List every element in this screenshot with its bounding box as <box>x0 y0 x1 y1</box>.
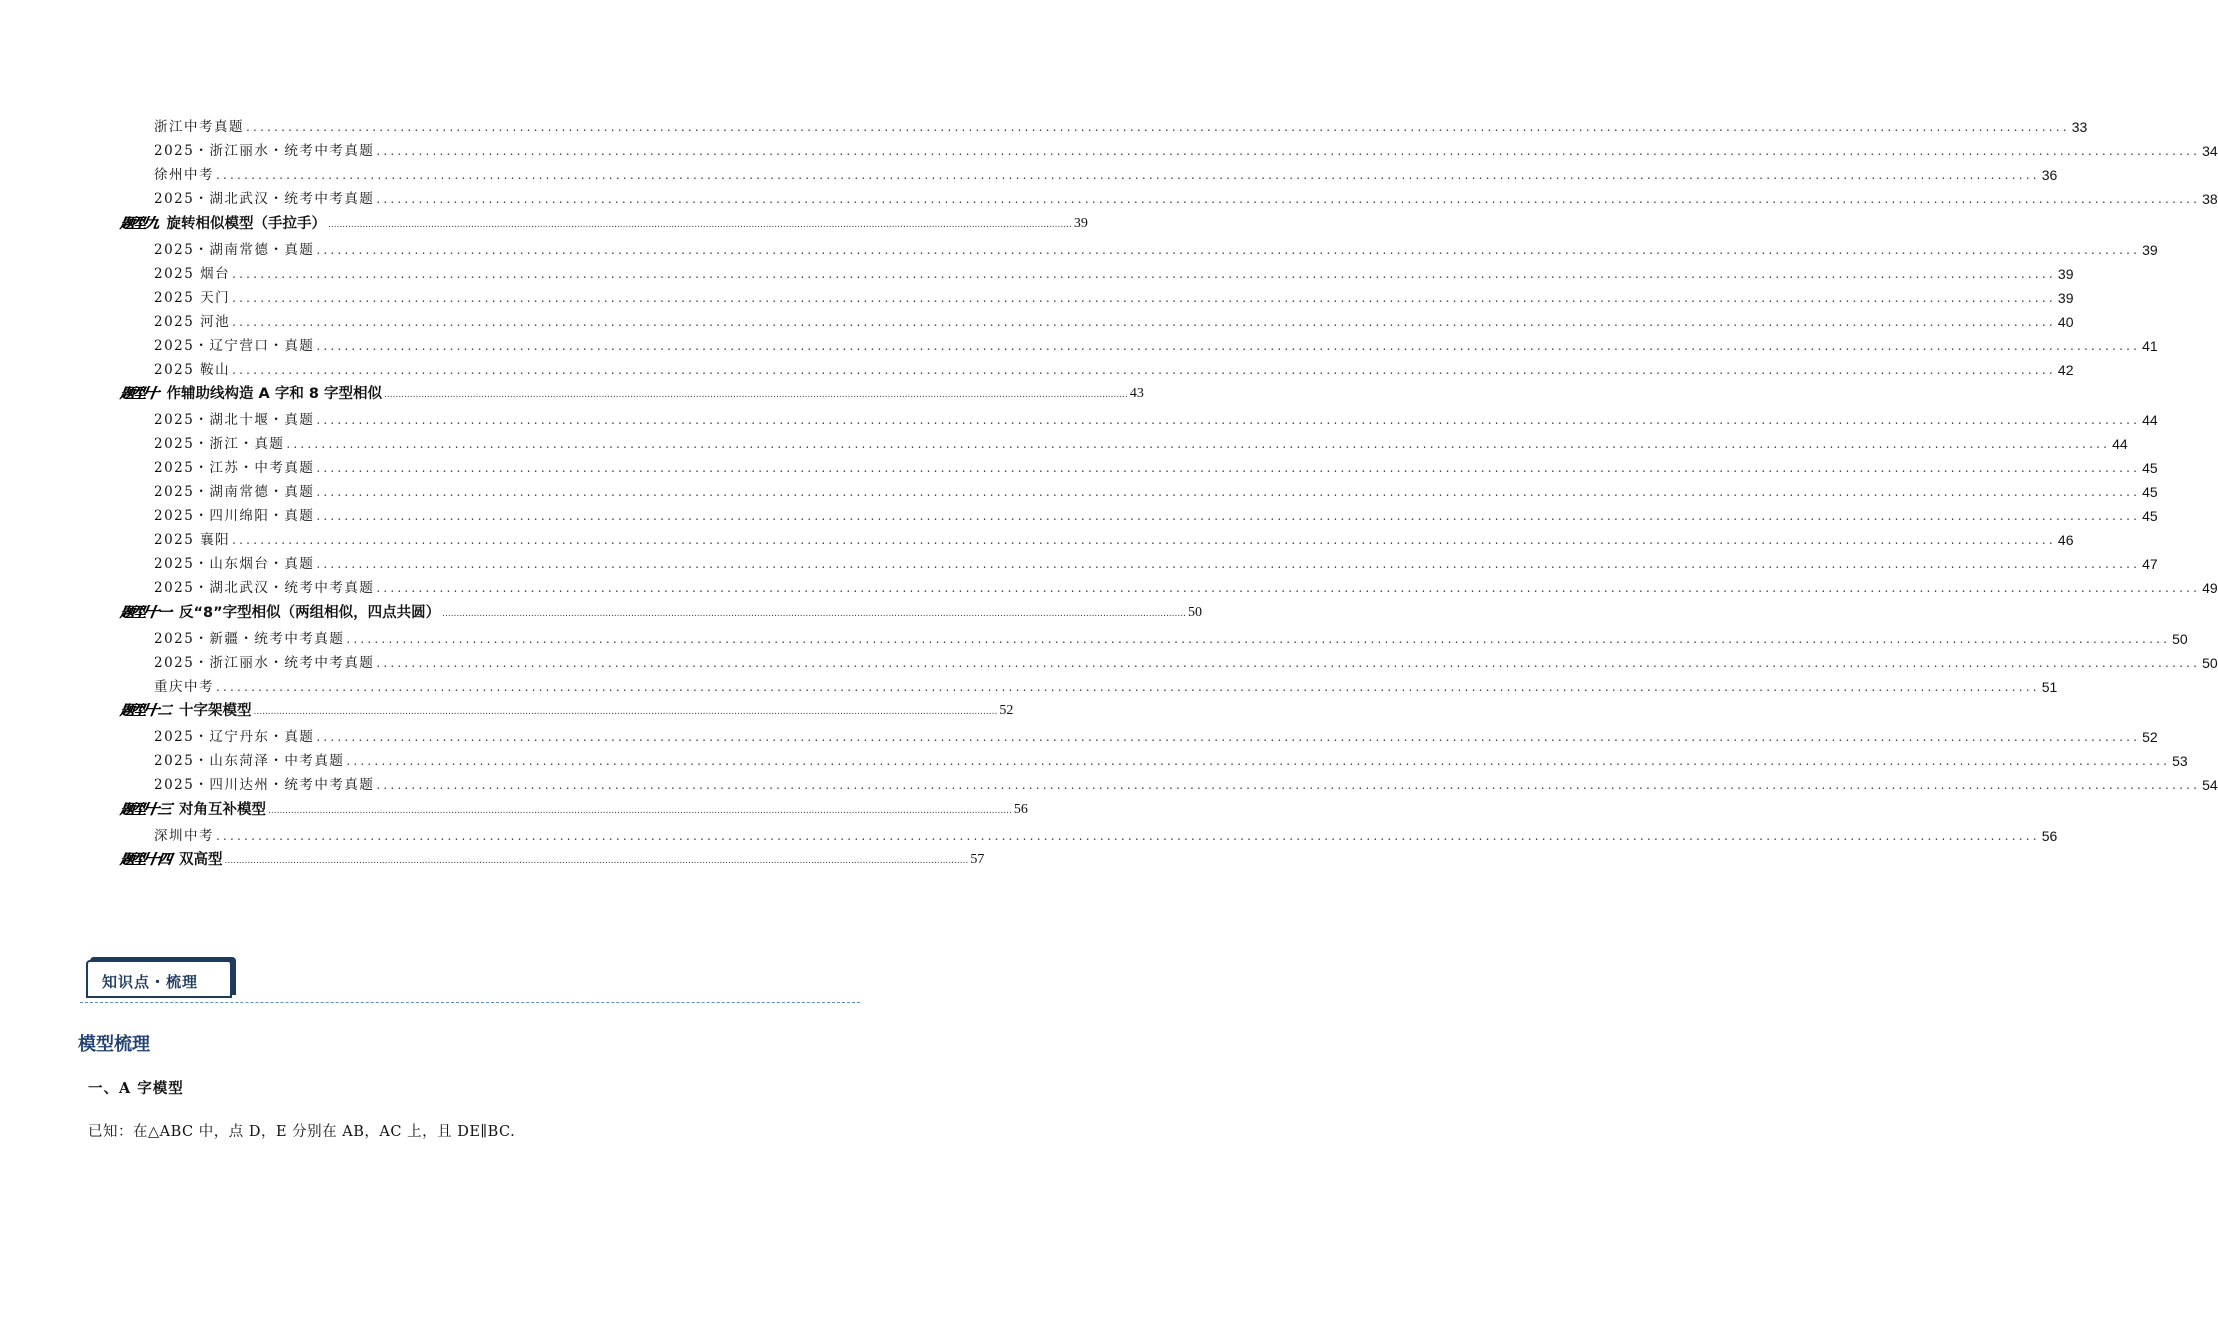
toc-entry[interactable] <box>154 551 2158 573</box>
toc-dot-leader: .................................................................................................................................................................................................................................................................... <box>268 805 1012 816</box>
toc-dot-leader: .................................................................................................................................................................................................................................................................... <box>316 338 2141 353</box>
toc-page-number: 57 <box>970 852 985 867</box>
toc-page-number: 43 <box>1129 386 1144 401</box>
toc-chapter-prefix: 题型十三 <box>118 801 172 818</box>
toc-entry-label: 2025・四川绵阳・真题 <box>154 508 315 524</box>
toc-entry-label: 浙江中考真题 <box>154 119 244 135</box>
toc-dot-leader: .................................................................................................................................................................................................................................................................... <box>316 485 2141 499</box>
toc-entry-title <box>154 579 376 597</box>
toc-dot-leader: .................................................................................................................................................................................................................................................................... <box>328 219 1072 230</box>
toc-page-number: 46 <box>2057 532 2074 548</box>
toc-entry-label: 2025・湖北武汉・统考中考真题 <box>154 191 375 207</box>
toc-dot-leader: .................................................................................................................................................................................................................................................................... <box>376 581 2201 595</box>
toc-entry-title <box>154 435 286 453</box>
toc-chapter-prefix: 题型十一 <box>118 604 172 621</box>
body-paragraph: 已知：在△ABC 中，点 D，E 分别在 AB，AC 上，且 DE∥BC. <box>88 1124 516 1140</box>
section-heading: 模型梳理 <box>78 1034 150 1055</box>
toc-entry-label: 2025・湖北十堰・真题 <box>154 412 315 428</box>
toc-entry-title <box>120 385 384 403</box>
toc-entry[interactable] <box>154 455 2158 477</box>
toc-dot-leader: .................................................................................................................................................................................................................................................................... <box>286 437 2111 451</box>
toc-page-number: 42 <box>2057 361 2074 378</box>
toc-entry[interactable] <box>154 261 2074 283</box>
toc-page-number: 39 <box>2142 241 2158 258</box>
toc-dot-leader: .................................................................................................................................................................................................................................................................... <box>253 707 998 717</box>
toc-entry[interactable] <box>154 823 2058 845</box>
toc-chapter-entry[interactable] <box>118 381 1144 403</box>
toc-chapter-prefix: 题型十二 <box>118 703 172 719</box>
toc-entry-label: 2025・山东菏泽・中考真题 <box>154 753 345 769</box>
toc-dot-leader: .................................................................................................................................................................................................................................................................... <box>316 557 2141 571</box>
toc-entry-label: 2025・江苏・中考真题 <box>154 460 315 476</box>
toc-entry-label: 2025・辽宁丹东・真题 <box>154 729 315 745</box>
toc-dot-leader: .................................................................................................................................................................................................................................................................... <box>346 754 2171 768</box>
toc-entry-label: 2025 河池 <box>154 313 231 330</box>
toc-page-number: 56 <box>1013 801 1028 817</box>
toc-entry[interactable] <box>154 724 2158 746</box>
toc-dot-leader: .................................................................................................................................................................................................................................................................... <box>376 192 2201 206</box>
toc-entry[interactable] <box>154 407 2158 429</box>
toc-dot-leader: .................................................................................................................................................................................................................................................................... <box>246 120 2070 134</box>
toc-entry[interactable] <box>154 674 2058 696</box>
toc-entry-label: 2025・湖南常德・真题 <box>154 484 315 500</box>
toc-entry-label: 反“8”字型相似（两组相似，四点共圆） <box>179 604 441 621</box>
toc-entry-title <box>154 313 232 331</box>
toc-entry-title <box>154 241 316 259</box>
toc-dot-leader: .................................................................................................................................................................................................................................................................... <box>376 144 2201 158</box>
toc-entry-label: 作辅助线构造 A 字和 8 字型相似 <box>166 386 383 402</box>
toc-entry-title <box>154 265 232 283</box>
toc-entry[interactable] <box>154 748 2188 770</box>
toc-entry-title <box>154 507 316 525</box>
toc-entry-title <box>154 483 316 501</box>
toc-page-number: 34 <box>2202 143 2218 159</box>
toc-entry-label: 2025・浙江丽水・统考中考真题 <box>154 143 375 159</box>
toc-entry-label: 双高型 <box>179 852 223 868</box>
toc-entry-label: 2025 烟台 <box>154 265 231 282</box>
toc-dot-leader: .................................................................................................................................................................................................................................................................... <box>376 778 2201 792</box>
toc-entry-label: 2025・新疆・统考中考真题 <box>154 630 345 647</box>
toc-page-number: 39 <box>1073 215 1088 231</box>
toc-page-number: 40 <box>2057 313 2074 330</box>
toc-dot-leader: .................................................................................................................................................................................................................................................................... <box>376 655 2201 670</box>
toc-chapter-prefix: 题型九 <box>118 215 159 232</box>
toc-entry-label: 2025・辽宁营口・真题 <box>154 337 315 354</box>
toc-entry[interactable] <box>154 333 2158 355</box>
subsection-heading: 一、A 字模型 <box>88 1080 184 1097</box>
toc-chapter-prefix: 题型十四 <box>118 852 172 868</box>
toc-entry[interactable] <box>154 285 2074 307</box>
toc-chapter-entry[interactable] <box>118 211 1088 233</box>
toc-entry-label: 深圳中考 <box>154 827 214 844</box>
toc-entry-title <box>154 411 316 429</box>
toc-dot-leader: .................................................................................................................................................................................................................................................................... <box>232 533 2056 547</box>
toc-entry-title <box>154 654 376 672</box>
toc-page-number: 45 <box>2142 460 2158 476</box>
toc-entry-title <box>120 702 254 720</box>
toc-entry[interactable] <box>154 503 2158 525</box>
toc-entry-label: 2025 鞍山 <box>154 361 231 378</box>
toc-dot-leader: .................................................................................................................................................................................................................................................................... <box>216 168 2040 182</box>
toc-chapter-entry[interactable] <box>118 797 1028 819</box>
toc-entry-label: 十字架模型 <box>179 703 252 719</box>
toc-page-number: 45 <box>2142 484 2158 500</box>
toc-entry-title <box>154 166 216 184</box>
toc-entry-title <box>154 361 232 379</box>
toc-page-number: 53 <box>2172 753 2188 769</box>
toc-entry[interactable] <box>154 626 2188 648</box>
toc-entry-title <box>154 531 232 549</box>
toc-entry[interactable] <box>154 162 2058 184</box>
toc-page-number: 39 <box>2057 265 2074 282</box>
toc-dot-leader: .................................................................................................................................................................................................................................................................... <box>316 242 2141 257</box>
toc-entry[interactable] <box>154 114 2088 136</box>
toc-entry[interactable] <box>154 357 2074 379</box>
toc-page-number: 41 <box>2142 337 2158 354</box>
toc-dot-leader: .................................................................................................................................................................................................................................................................... <box>442 608 1186 619</box>
toc-page-number: 38 <box>2202 191 2218 207</box>
toc-entry-label: 2025・四川达州・统考中考真题 <box>154 777 375 793</box>
toc-entry-label: 旋转相似模型（手拉手） <box>166 215 326 232</box>
toc-dot-leader: .................................................................................................................................................................................................................................................................... <box>384 390 1128 400</box>
toc-page-number: 51 <box>2041 678 2058 695</box>
toc-dot-leader: .................................................................................................................................................................................................................................................................... <box>232 266 2056 281</box>
toc-entry[interactable] <box>154 772 2218 794</box>
toc-entry-label: 2025・湖北武汉・统考中考真题 <box>154 580 375 596</box>
toc-chapter-entry[interactable] <box>118 847 985 869</box>
toc-entry-title <box>154 459 316 477</box>
toc-dot-leader: .................................................................................................................................................................................................................................................................... <box>216 828 2040 843</box>
toc-entry-label: 2025 襄阳 <box>154 532 231 548</box>
toc-entry[interactable] <box>154 575 2218 597</box>
toc-page-number: 33 <box>2071 119 2088 135</box>
toc-page-number: 50 <box>1187 604 1202 620</box>
toc-entry-title <box>154 678 216 696</box>
toc-entry-label: 2025 天门 <box>154 289 231 306</box>
toc-entry-label: 2025・湖南常德・真题 <box>154 241 315 258</box>
section-tab <box>86 960 232 998</box>
toc-entry-title <box>120 801 268 819</box>
toc-page-number: 49 <box>2202 580 2218 596</box>
toc-entry-label: 2025・山东烟台・真题 <box>154 556 315 572</box>
toc-entry-title <box>154 190 376 208</box>
toc-entry-label: 徐州中考 <box>154 167 214 183</box>
toc-page-number: 47 <box>2142 556 2158 572</box>
toc-dot-leader: .................................................................................................................................................................................................................................................................... <box>316 413 2141 427</box>
toc-entry-label: 重庆中考 <box>154 678 214 695</box>
toc-chapter-prefix: 题型十 <box>118 386 159 402</box>
toc-page-number: 45 <box>2142 508 2158 524</box>
toc-dot-leader: .................................................................................................................................................................................................................................................................... <box>316 730 2141 744</box>
toc-dot-leader: .................................................................................................................................................................................................................................................................... <box>232 314 2056 329</box>
toc-entry-label: 2025・浙江・真题 <box>154 436 285 452</box>
toc-entry[interactable] <box>154 186 2218 208</box>
toc-dot-leader: .................................................................................................................................................................................................................................................................... <box>216 679 2040 694</box>
toc-dot-leader: .................................................................................................................................................................................................................................................................... <box>346 631 2171 646</box>
toc-entry-title <box>154 776 376 794</box>
toc-entry[interactable] <box>154 479 2158 501</box>
toc-page-number: 52 <box>999 703 1014 718</box>
toc-entry-title <box>120 215 328 233</box>
toc-entry-title <box>120 604 442 622</box>
toc-page-number: 50 <box>2172 630 2188 647</box>
toc-page-number: 50 <box>2202 654 2218 671</box>
toc-entry-title <box>154 142 376 160</box>
toc-entry[interactable] <box>154 138 2218 160</box>
toc-entry-title <box>154 555 316 573</box>
toc-entry-title <box>154 118 246 136</box>
toc-page-number: 56 <box>2041 827 2058 844</box>
toc-entry-label: 对角互补模型 <box>179 801 266 818</box>
toc-entry-title <box>120 851 225 869</box>
toc-entry-title <box>154 289 232 307</box>
toc-dot-leader: .................................................................................................................................................................................................................................................................... <box>232 362 2056 377</box>
toc-entry-title <box>154 728 316 746</box>
toc-dot-leader: .................................................................................................................................................................................................................................................................... <box>316 461 2141 475</box>
toc-entry[interactable] <box>154 309 2074 331</box>
toc-chapter-entry[interactable] <box>118 600 1202 622</box>
toc-entry-title <box>154 630 346 648</box>
toc-page-number: 36 <box>2041 167 2058 183</box>
toc-entry[interactable] <box>154 237 2158 259</box>
toc-entry-title <box>154 827 216 845</box>
toc-entry[interactable] <box>154 431 2128 453</box>
toc-dot-leader: .................................................................................................................................................................................................................................................................... <box>224 856 969 866</box>
toc-dot-leader: .................................................................................................................................................................................................................................................................... <box>232 290 2056 305</box>
toc-entry-title <box>154 337 316 355</box>
section-tab-label: 知识点・梳理 <box>102 973 199 991</box>
toc-page-number: 44 <box>2112 436 2128 452</box>
toc-page-number: 52 <box>2142 729 2158 745</box>
toc-entry-title <box>154 752 346 770</box>
section-divider <box>80 1002 860 1003</box>
toc-page-number: 54 <box>2202 777 2218 793</box>
toc-page-number: 44 <box>2142 412 2158 428</box>
toc-entry-label: 2025・浙江丽水・统考中考真题 <box>154 654 375 671</box>
toc-entry[interactable] <box>154 527 2074 549</box>
toc-chapter-entry[interactable] <box>118 698 1014 720</box>
toc-page-number: 39 <box>2057 289 2074 306</box>
toc-entry[interactable] <box>154 650 2218 672</box>
toc-dot-leader: .................................................................................................................................................................................................................................................................... <box>316 509 2141 523</box>
